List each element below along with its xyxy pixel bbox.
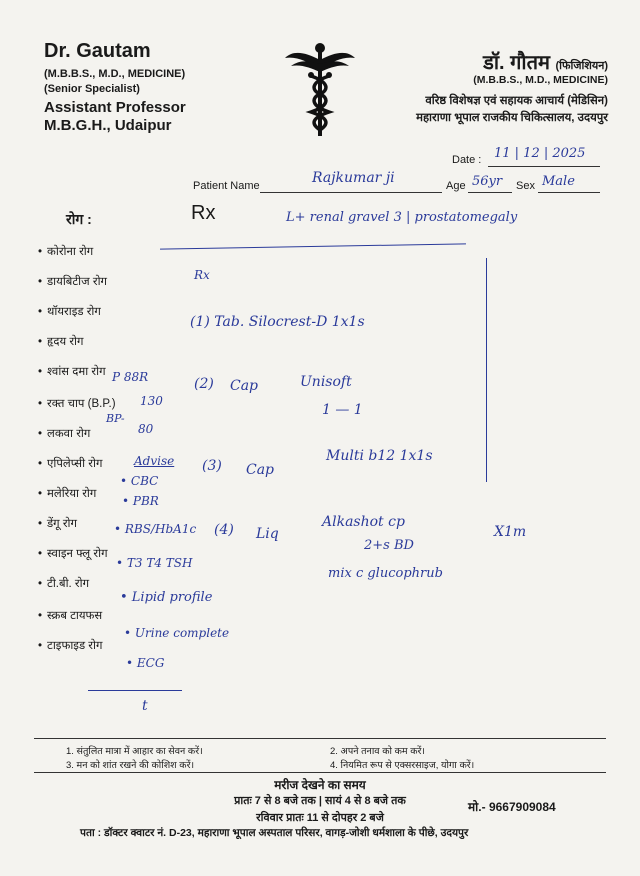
date-line (488, 166, 600, 167)
rx-handwritten: Rx (194, 268, 210, 282)
doctor-role-en: Assistant Professor (44, 99, 186, 116)
doctor-tag-hi: (फिजिशियन) (555, 60, 608, 72)
doctor-role-hi: वरिष्ठ विशेषज्ञ एवं सहायक आचार्य (मेडिसिन) (425, 95, 608, 107)
investigation-item: • PBR (122, 494, 159, 508)
doctor-name-hi (483, 48, 608, 75)
sex-line (538, 192, 600, 193)
patient-name-label: Patient Name (193, 180, 260, 192)
disease-item: • श्वांस दमा रोग (38, 364, 106, 379)
patient-name-value: Rajkumar ji (312, 170, 395, 186)
disease-item: • टी.बी. रोग (38, 576, 89, 591)
tip-1: 1. संतुलित मात्रा में आहार का सेवन करें। (66, 746, 203, 757)
tip-3: 3. मन को शांत रखने की कोशिश करें। (66, 760, 195, 771)
caduceus-logo-icon (285, 42, 355, 138)
investigation-item: • CBC (120, 474, 159, 488)
timing-sunday: रविवार प्रातः 11 से दोपहर 2 बजे (256, 812, 384, 824)
disease-item: • रक्त चाप (B.P.) (38, 396, 116, 411)
investigation-item: • Urine complete (124, 626, 230, 640)
doctor-specialist-en: (Senior Specialist) (44, 83, 140, 95)
medicine-4-mix: mix c glucophrub (328, 566, 443, 581)
disease-item: • स्वाइन फ्लू रोग (38, 546, 108, 561)
investigation-item: • Lipid profile (120, 590, 213, 605)
vitals-pulse: P 88R (112, 370, 149, 384)
disease-item: • थॉयराइड रोग (38, 304, 101, 319)
doctor-hospital-hi: महाराणा भूपाल राजकीय चिकित्सालय, उदयपुर (416, 112, 608, 124)
footer-rule-top (34, 738, 606, 739)
vitals-bp-diastolic: 80 (138, 422, 154, 436)
timing-title: मरीज देखने का समय (274, 778, 366, 792)
disease-item: • एपिलेप्सी रोग (38, 456, 102, 471)
disease-item: • टाइफाइड रोग (38, 638, 102, 653)
disease-item: • डायबिटीज रोग (38, 274, 107, 289)
disease-item: • लकवा रोग (38, 426, 90, 441)
disease-item: • मलेरिया रोग (38, 486, 96, 501)
age-label: Age (446, 180, 466, 192)
medicine-4-number: (4) (214, 522, 234, 538)
medicine-3-number: (3) (202, 458, 222, 474)
medicine-3-form: Cap (246, 462, 275, 478)
vitals-bp-systolic: 130 (140, 394, 163, 408)
tip-2: 2. अपने तनाव को कम करें। (330, 746, 425, 757)
medicine-4-form: Liq (256, 526, 279, 542)
duration-text: X1m (494, 524, 527, 540)
diagnosis-text: L+ renal gravel 3 | prostatomegaly (286, 210, 518, 225)
disease-item: • हृदय रोग (38, 334, 83, 349)
timing-weekday: प्रातः 7 से 8 बजे तक | सायं 4 से 8 बजे तक (234, 795, 406, 807)
medicine-4-dose: 2+s BD (364, 538, 414, 553)
medicine-4-name: Alkashot cp (322, 514, 405, 530)
medicine-2-dose: 1 — 1 (322, 402, 363, 418)
doctor-degree-hi: (M.B.B.S., M.D., MEDICINE) (473, 74, 608, 86)
date-value: 11 | 12 | 2025 (494, 146, 586, 161)
mobile-number: मो.- 9667909084 (468, 800, 556, 814)
sex-label: Sex (516, 180, 535, 192)
doctor-name-hi-text: डॉ. गौतम (483, 52, 550, 74)
doctor-degree-en: (M.B.B.S., M.D., MEDICINE) (44, 68, 186, 80)
footer-rule-bottom (34, 772, 606, 773)
medicine-2-name: Unisoft (300, 374, 352, 390)
tip-4: 4. नियमित रूप से एक्सरसाइज, योगा करें। (330, 760, 475, 771)
investigation-item: • RBS/HbA1c (114, 522, 197, 536)
age-value: 56yr (472, 174, 503, 189)
advise-label: Advise (134, 454, 175, 468)
diseases-title: रोग : (66, 211, 92, 227)
investigation-item: • T3 T4 TSH (116, 556, 193, 570)
disease-item: • कोरोना रोग (38, 244, 93, 259)
medicine-3-name: Multi b12 1x1s (326, 448, 433, 464)
age-line (468, 192, 512, 193)
disease-item: • स्क्रब टायफस (38, 608, 102, 623)
signature: t (142, 698, 148, 714)
signature-line (88, 690, 182, 691)
diagnosis-divider (160, 243, 466, 249)
medicine-2-form: Cap (230, 378, 259, 394)
doctor-hospital-en: M.B.G.H., Udaipur (44, 117, 172, 134)
address-text: पता : डॉक्टर क्वाटर नं. D-23, महाराणा भूपाल अस्पताल परिसर, वागड़-जोशी धर्मशाला के पीछे, उदयपुर (80, 827, 469, 839)
doctor-name-en: Dr. Gautam (44, 40, 151, 62)
vertical-margin-line (486, 258, 487, 482)
vitals-bp-label: BP- (106, 412, 125, 425)
date-label: Date : (452, 154, 482, 166)
patient-name-line (260, 192, 442, 193)
rx-symbol: Rx (191, 202, 216, 224)
medicine-1: (1) Tab. Silocrest-D 1x1s (190, 314, 365, 330)
investigation-item: • ECG (126, 656, 165, 670)
disease-item: • डेंगू रोग (38, 516, 77, 531)
sex-value: Male (542, 174, 575, 189)
medicine-2-number: (2) (194, 376, 214, 392)
